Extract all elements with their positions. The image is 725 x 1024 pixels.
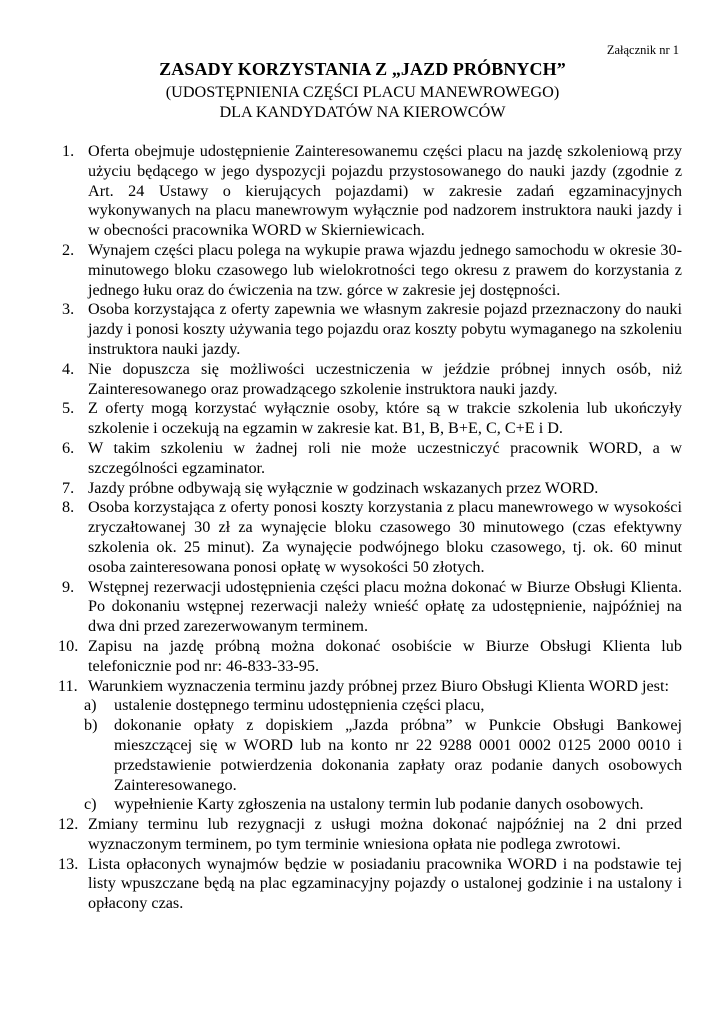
rule-number: 12. bbox=[58, 815, 79, 834]
document-subtitle-line2: DLA KANDYDATÓW NA KIEROWCÓW bbox=[219, 103, 506, 121]
rule-text: Oferta obejmuje udostępnienie Zainteresowanemu części placu na jazdę szkoleniową przy użyciu będącego w jego dyspozycji pojazdu przystosowanego do nauki jazdy (zgodnie z Art. 24 Ustawy o kierujących pojazdami) w zakresie zadań egzaminacyjnych wykonywanych na placu manewrowym wyłącznie pod nadzorem instruktora nauki jazdy i w obecności pracownika WORD w Skierniewicach. bbox=[88, 142, 682, 240]
rule-text: Jazdy próbne odbywają się wyłącznie w godzinach wskazanych przez WORD. bbox=[88, 478, 599, 497]
rule-item bbox=[58, 636, 682, 677]
rule-number: 7. bbox=[62, 478, 75, 497]
rule-subitem bbox=[84, 716, 682, 795]
rule-subitem-letter: c) bbox=[84, 795, 97, 814]
rule-text: Zmiany terminu lub rezygnacji z usługi można dokonać najpóźniej na 2 dni przed wyznaczonym terminem, po tym terminie wniesiona opłata nie podlega zwrotowi. bbox=[88, 815, 682, 853]
rule-number: 1. bbox=[62, 142, 75, 160]
rule-number: 2. bbox=[62, 240, 75, 259]
rule-subitem bbox=[84, 795, 682, 815]
document-subtitle-line1: (UDOSTĘPNIENIA CZĘŚCI PLACU MANEWROWEGO) bbox=[165, 83, 560, 101]
rule-item bbox=[62, 399, 682, 439]
rule-number: 11. bbox=[58, 676, 78, 695]
document-title: ZASADY KORZYSTANIA Z „JAZD PRÓBNYCH” bbox=[159, 59, 566, 79]
rule-number: 5. bbox=[62, 399, 75, 418]
rules-list bbox=[58, 142, 682, 914]
rule-subitem-letter: b) bbox=[84, 716, 98, 735]
rule-item bbox=[62, 300, 682, 359]
rule-item bbox=[62, 479, 682, 499]
rule-item bbox=[62, 241, 682, 300]
rule-subitem bbox=[84, 696, 682, 716]
rule-item bbox=[62, 142, 682, 241]
annex-label: Załącznik nr 1 bbox=[606, 43, 679, 57]
rule-number: 13. bbox=[58, 854, 79, 873]
rule-number: 9. bbox=[62, 577, 75, 596]
rule-text: Osoba korzystająca z oferty ponosi koszty korzystania z placu manewrowego w wysokości zryczałtowanej 30 zł za wynajęcie bloku czasowego 30 minutowego (czas efektywny szkolenia ok. 25 minut). Za wynajęcie podwójnego bloku czasowego, tj. ok. 60 minut osoba zainteresowana ponosi opłatę w wysokości 50 złotych. bbox=[88, 498, 682, 576]
rule-text: Lista opłaconych wynajmów będzie w posiadaniu pracownika WORD i na podstawie tej listy wpuszczane będą na plac egzaminacyjny pojazdy o ustalonej godzinie i na ustalony i opłacony czas. bbox=[88, 854, 682, 913]
rule-sublist bbox=[84, 696, 682, 815]
rule-item bbox=[58, 676, 682, 816]
rule-text: Zapisu na jazdę próbną można dokonać osobiście w Biurze Obsługi Klienta lub telefonicznie pod nr: 46-833-33-95. bbox=[88, 636, 682, 675]
rule-number: 10. bbox=[58, 636, 79, 655]
rule-text: Osoba korzystająca z oferty zapewnia we własnym zakresie pojazd przeznaczony do nauki jazdy i ponosi koszty używania tego pojazdu oraz koszty pobytu wymaganego na szkoleniu instruktora nauki jazdy. bbox=[88, 300, 682, 358]
rule-subitem-letter: a) bbox=[84, 696, 97, 715]
rule-number: 4. bbox=[62, 359, 75, 378]
rule-text: Wynajem części placu polega na wykupie prawa wjazdu jednego samochodu w okresie 30-minutowego bloku czasowego lub wielokrotności tego okresu z prawem do korzystania z jednego łuku oraz do ćwiczenia na tzw. górce w zakresie jej dostępności. bbox=[88, 240, 682, 299]
rule-item bbox=[58, 815, 682, 855]
rule-text: Warunkiem wyznaczenia terminu jazdy próbnej przez Biuro Obsługi Klienta WORD jest: bbox=[88, 676, 669, 695]
rule-number: 6. bbox=[62, 438, 75, 457]
rule-text: Z oferty mogą korzystać wyłącznie osoby, które są w trakcie szkolenia lub ukończyły szkolenie i oczekują na egzamin w zakresie kat. B1, B, B+E, C, C+E i D. bbox=[88, 399, 682, 438]
rule-number: 3. bbox=[62, 300, 75, 319]
rule-item bbox=[58, 854, 682, 914]
rule-text: W takim szkoleniu w żadnej roli nie może uczestniczyć pracownik WORD, a w szczególności egzaminator. bbox=[88, 438, 682, 477]
rule-number: 8. bbox=[62, 498, 75, 517]
rule-subitem-text: dokonanie opłaty z dopiskiem „Jazda próbna” w Punkcie Obsługi Bankowej mieszczącej się w WORD lub na konto nr 22 9288 0001 0002 0125 2000 0010 i przedstawienie potwierdzenia dokonania zapłaty oraz podanie danych osobowych Zainteresowanego. bbox=[114, 716, 682, 794]
rule-text: Nie dopuszcza się możliwości uczestniczenia w jeździe próbnej innych osób, niż Zainteresowanego oraz prowadzącego szkolenie instruktora nauki jazdy. bbox=[88, 359, 682, 398]
rule-item bbox=[62, 578, 682, 637]
rule-text: Wstępnej rezerwacji udostępnienia części placu można dokonać w Biurze Obsługi Klienta. Po dokonaniu wstępnej rezerwacji należy wnieść opłatę za udostępnienie, najpóźniej na dwa dni przed zarezerwowanym terminem. bbox=[88, 577, 682, 636]
rule-subitem-text: wypełnienie Karty zgłoszenia na ustalony termin lub podanie danych osobowych. bbox=[114, 795, 644, 814]
rule-item bbox=[62, 439, 682, 479]
rule-subitem-text: ustalenie dostępnego terminu udostępnienia części placu, bbox=[114, 696, 485, 715]
rule-item bbox=[62, 360, 682, 400]
rule-item bbox=[62, 498, 682, 577]
